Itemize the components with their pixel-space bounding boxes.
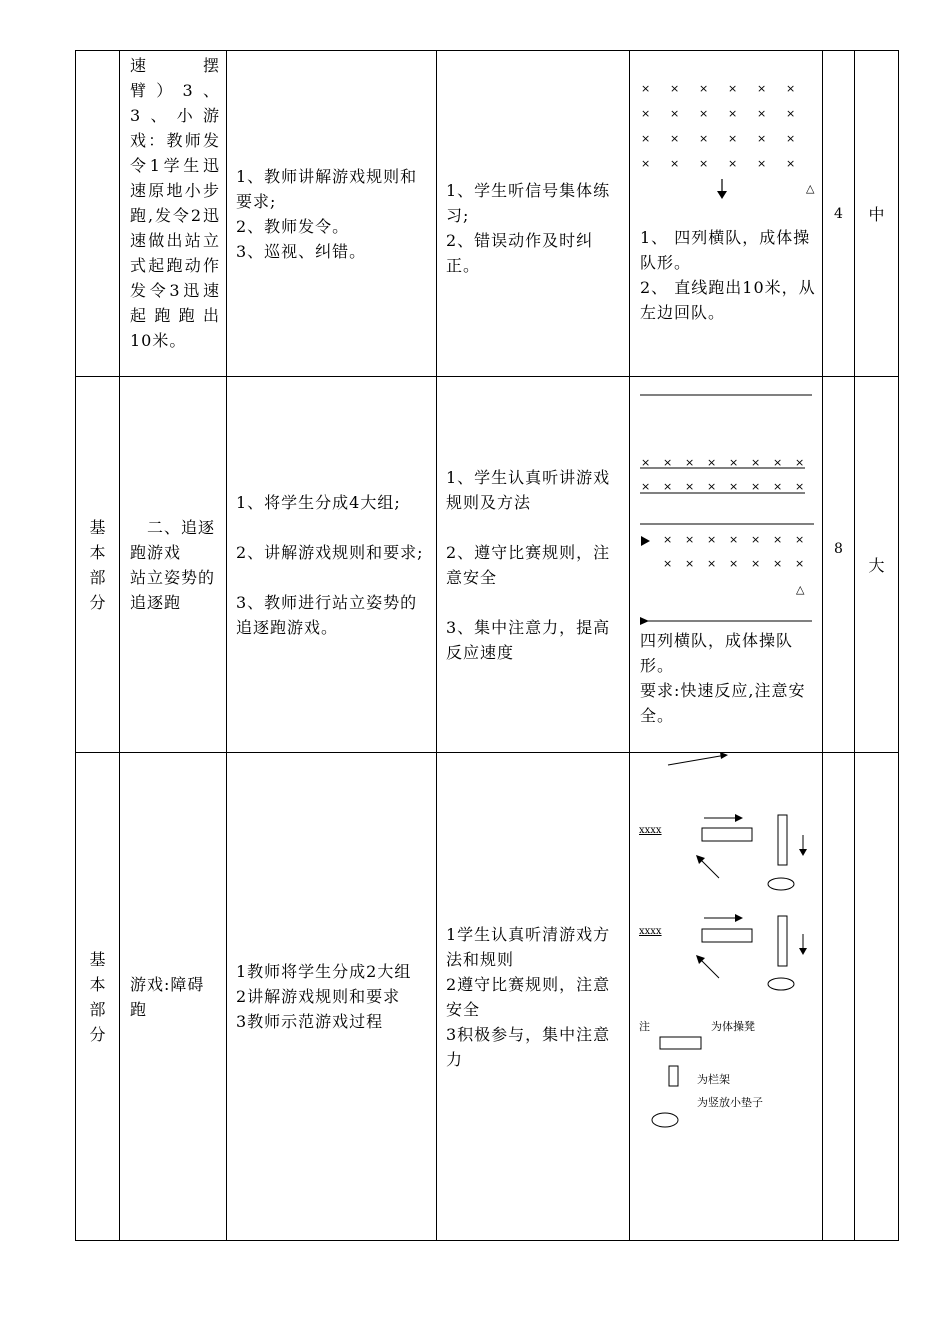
time-cell [823,377,855,753]
mat-shape [768,878,794,890]
student-cross-mark: × [670,132,680,145]
student-cross-mark: × [757,157,767,170]
student-cross-mark: × [773,456,783,469]
student-cross-mark: × [728,107,738,120]
legend-bench-label: 为体操凳 [711,1020,755,1033]
section-char: 分 [89,1024,106,1044]
hurdle-shape [778,815,787,865]
arrow-marker [641,536,650,546]
student-cross-mark: × [786,82,796,95]
student-cross-mark: × [641,480,651,493]
student-cross-mark: × [751,557,761,570]
teacher-activity-cell [227,51,437,377]
student-activity-cell [437,377,630,753]
intensity-cell [855,377,899,753]
time-value: 4 [834,205,843,222]
student-cross-mark: × [699,107,709,120]
time-value: 8 [834,541,843,557]
section-char: 本 [89,542,106,562]
bench-shape [702,828,752,841]
student-cross-mark: × [795,533,805,546]
student-cross-mark: × [641,456,651,469]
student-cross-mark: × [786,157,796,170]
direction-line [668,755,726,765]
student-activity-text: 1、学生听信号集体练习; 2、错误动作及时纠正。 [446,181,611,275]
student-cross-mark: × [751,533,761,546]
student-group-label: xxxx [639,926,662,937]
teacher-activity-cell [227,377,437,753]
student-cross-mark: × [795,557,805,570]
student-cross-mark: × [663,480,673,493]
section-char: 本 [89,974,106,994]
student-activity-cell [437,51,630,377]
legend-bench-shape [660,1037,701,1049]
student-activity-text: 1、学生认真听讲游戏规则及方法 2、遵守比赛规则，注意安全 3、集中注意力，提高反应速度 [446,467,611,662]
legend-note: 注 [639,1020,650,1033]
run-arrowhead [735,814,743,822]
organization-note: 四列横队，成体操队形。 要求:快速反应,注意安全。 [640,631,806,725]
student-cross-mark: × [757,82,767,95]
section-char: 分 [89,592,106,612]
section-cell [76,51,120,377]
intensity-cell [855,51,899,377]
student-cross-mark: × [685,557,695,570]
student-cross-mark: × [707,480,717,493]
student-cross-mark: × [663,456,673,469]
student-cross-mark: × [751,480,761,493]
student-cross-mark: × [786,132,796,145]
student-cross-mark: × [707,533,717,546]
legend-mat-shape [652,1113,678,1127]
student-cross-mark: × [707,456,717,469]
teacher-activity-text: 1、将学生分成4大组; 2、讲解游戏规则和要求; 3、教师进行站立姿势的追逐跑游戏。 [236,492,424,637]
run-arrowhead [735,914,743,922]
section-char: 基 [89,949,106,969]
direction-arrowhead [720,753,728,759]
student-cross-mark: × [728,82,738,95]
table-row [76,51,899,377]
student-cross-mark: × [728,157,738,170]
legend-mat-label: 为竖放小垫子 [697,1096,763,1109]
student-formation [641,82,795,170]
student-cross-mark: × [757,107,767,120]
student-cross-mark: × [641,107,651,120]
student-formation [641,456,804,570]
teacher-activity-text: 1、教师讲解游戏规则和要求; 2、教师发令。 3、巡视、纠错。 [236,166,418,261]
hurdle-shape [778,916,787,966]
organization-cell [630,377,823,753]
student-cross-mark: × [699,157,709,170]
arrow-marker [640,617,649,625]
student-cross-mark: × [670,82,680,95]
teacher-position-mark: △ [796,583,805,596]
content-text: 游戏:障碍跑 [130,974,205,1019]
section-char: 基 [89,517,106,537]
student-cross-mark: × [663,533,673,546]
student-cross-mark: × [685,533,695,546]
student-cross-mark: × [773,533,783,546]
organization-note-1: 1、 四列横队，成体操队形。 [640,228,811,272]
student-cross-mark: × [699,132,709,145]
student-cross-mark: × [728,132,738,145]
run-arrowhead [799,948,807,955]
organization-cell [630,753,823,1241]
student-cross-mark: × [729,557,739,570]
student-cross-mark: × [707,557,717,570]
run-direction-arrowhead [717,191,727,199]
obstacle-course-diagram [630,753,823,1241]
teacher-activity-text: 1教师将学生分成2大组 2讲解游戏规则和要求 3教师示范游戏过程 [236,962,412,1031]
table-row [76,753,899,1241]
student-cross-mark: × [773,557,783,570]
student-cross-mark: × [729,456,739,469]
student-cross-mark: × [786,107,796,120]
organization-note-2: 2、 直线跑出10米，从左边回队。 [640,278,816,322]
student-cross-mark: × [729,533,739,546]
table-row [76,377,899,753]
content-cell [120,377,227,753]
content-cell [120,51,227,377]
section-cell [76,753,120,1241]
student-cross-mark: × [641,157,651,170]
teacher-position-mark: △ [806,182,815,195]
intensity-cell [855,753,899,1241]
student-cross-mark: × [699,82,709,95]
student-cross-mark: × [729,480,739,493]
time-cell [823,753,855,1241]
section-cell [76,377,120,753]
teacher-activity-cell [227,753,437,1241]
student-cross-mark: × [685,480,695,493]
student-cross-mark: × [670,157,680,170]
content-text: 速 摆臂）3、3、小游戏：教师发令1学生迅速原地小步跑,发令2迅速做出站立式起跑动作发令3迅速起跑跑出10米。 [130,56,220,350]
student-cross-mark: × [641,82,651,95]
mat-shape [768,978,794,990]
run-arrowhead [799,849,807,856]
student-cross-mark: × [751,456,761,469]
student-group-label: xxxx [639,825,662,836]
content-cell [120,753,227,1241]
lesson-plan-table [75,50,899,1241]
student-cross-mark: × [795,456,805,469]
student-activity-text: 1学生认真听清游戏方法和规则 2遵守比赛规则，注意安全 3积极参与，集中注意力 [446,924,611,1069]
intensity-value: 大 [868,556,885,575]
section-char: 部 [89,999,106,1019]
intensity-value: 中 [868,205,885,224]
student-cross-mark: × [663,557,673,570]
student-activity-cell [437,753,630,1241]
organization-cell [630,51,823,377]
student-cross-mark: × [773,480,783,493]
legend-hurdle-shape [669,1066,678,1086]
student-cross-mark: × [795,480,805,493]
formation-diagram [630,51,823,377]
time-cell [823,51,855,377]
content-text: 二、追逐跑游戏 站立姿势的追逐跑 [130,517,216,612]
student-cross-mark: × [757,132,767,145]
legend-hurdle-label: 为栏架 [697,1073,730,1086]
student-cross-mark: × [670,107,680,120]
bench-shape [702,929,752,942]
section-char: 部 [89,567,106,587]
student-cross-mark: × [641,132,651,145]
student-cross-mark: × [685,456,695,469]
